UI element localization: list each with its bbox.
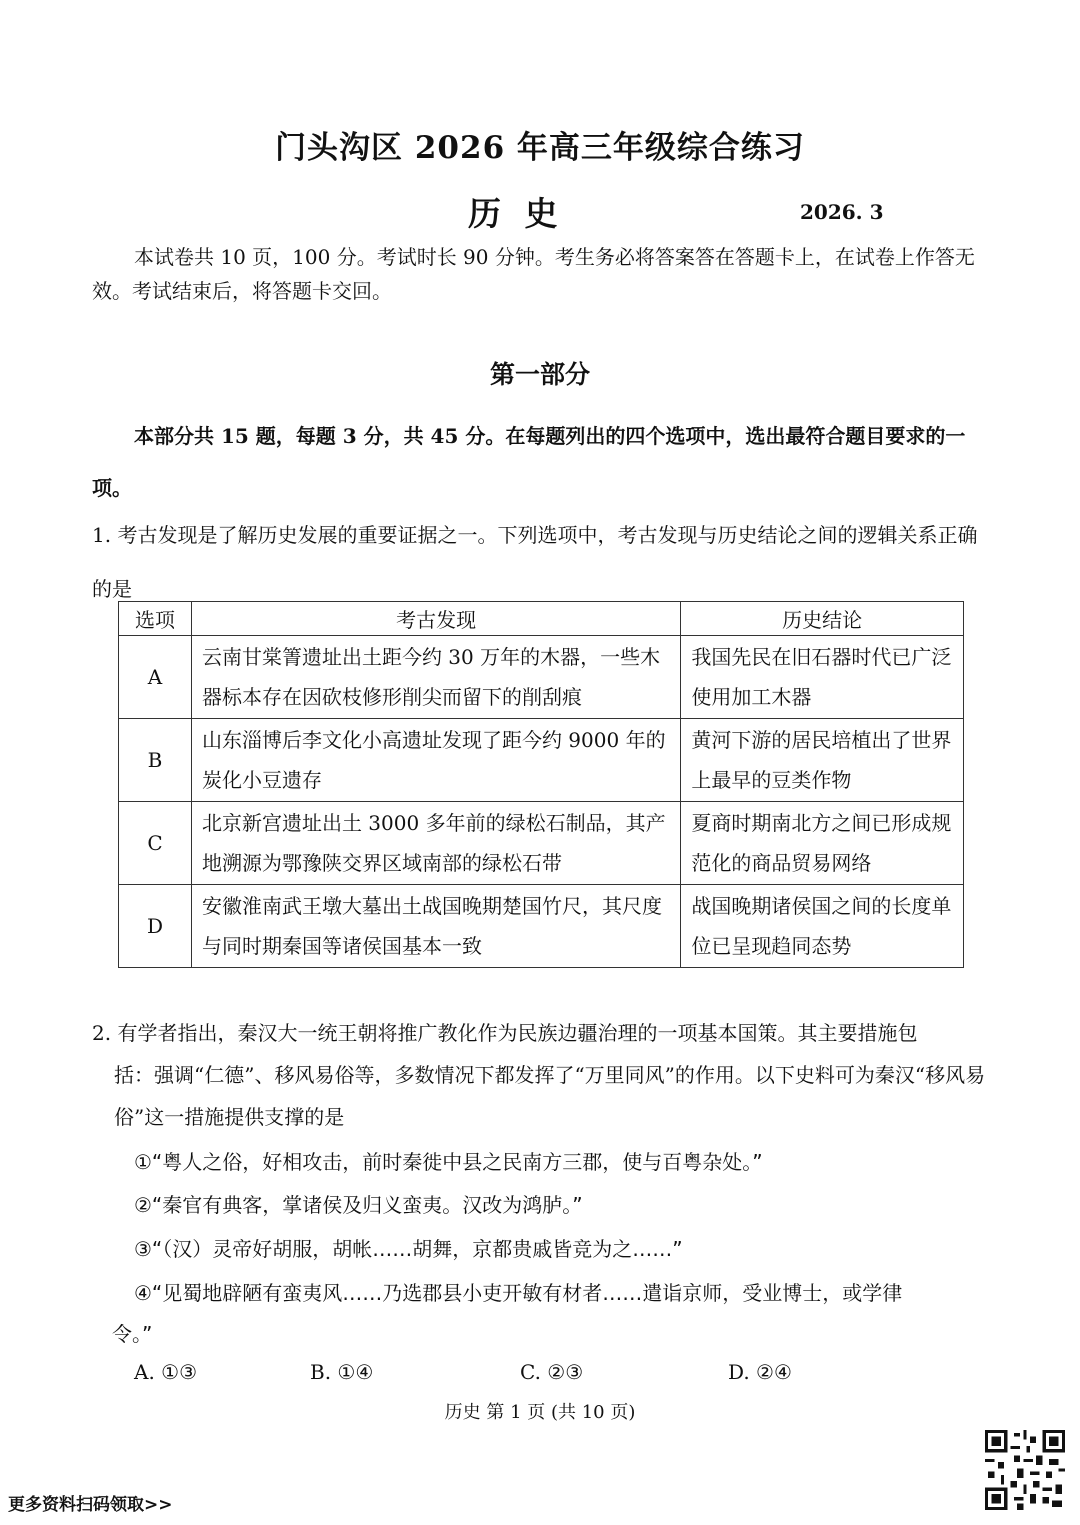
source-1: ①“粤人之俗，好相攻击，前时秦徙中县之民南方三郡，使与百粤杂处。” — [134, 1150, 763, 1174]
table-header-conclusion: 历史结论 — [681, 602, 964, 636]
row-option: B — [119, 719, 192, 802]
choice-b: B. ①④ — [310, 1360, 374, 1384]
row-option: A — [119, 636, 192, 719]
table-header-row — [119, 602, 964, 636]
choice-a: A. ①③ — [134, 1360, 198, 1384]
row-option: C — [119, 802, 192, 885]
row-discovery: 北京新宫遗址出土 3000 多年前的绿松石制品，其产地溯源为鄂豫陕交界区域南部的绿松石带 — [191, 802, 680, 885]
question-1-table — [118, 601, 964, 968]
row-option: D — [119, 885, 192, 968]
table-header-option: 选项 — [119, 602, 192, 636]
row-conclusion: 战国晚期诸侯国之间的长度单位已呈现趋同态势 — [681, 885, 964, 968]
qr-code-icon[interactable] — [985, 1430, 1065, 1510]
source-2: ②“秦官有典客，掌诸侯及归义蛮夷。汉改为鸿胪。” — [134, 1193, 583, 1217]
row-discovery: 安徽淮南武王墩大墓出土战国晚期楚国竹尺，其尺度与同时期秦国等诸侯国基本一致 — [191, 885, 680, 968]
table-row — [119, 719, 964, 802]
exam-title: 门头沟区 2026 年高三年级综合练习 — [275, 130, 805, 166]
table-row — [119, 885, 964, 968]
question-2-stem-line1: 2. 有学者指出，秦汉大一统王朝将推广教化作为民族边疆治理的一项基本国策。其主要措施包 — [92, 1021, 918, 1045]
part-instructions: 本部分共 15 题，每题 3 分，共 45 分。在每题列出的四个选项中，选出最符合题目要求的一项。 — [92, 424, 966, 500]
choice-c: C. ②③ — [520, 1360, 584, 1384]
row-conclusion: 夏商时期南北方之间已形成规范化的商品贸易网络 — [681, 802, 964, 885]
more-resources-link[interactable]: 更多资料扫码领取>> — [8, 1495, 173, 1515]
question-2-stem — [92, 1012, 997, 1138]
table-header-discovery: 考古发现 — [191, 602, 680, 636]
question-2-stem-rest: 括：强调“仁德”、移风易俗等，多数情况下都发挥了“万里同风”的作用。以下史料可为秦汉“移风易俗”这一措施提供支撑的是 — [114, 1063, 986, 1129]
table-row — [119, 636, 964, 719]
choice-d: D. ②④ — [728, 1360, 792, 1384]
question-1-stem: 1. 考古发现是了解历史发展的重要证据之一。下列选项中，考古发现与历史结论之间的逻辑关系正确的是 — [92, 523, 978, 601]
table-row — [119, 802, 964, 885]
source-3: ③“（汉）灵帝好胡服，胡帐……胡舞，京都贵戚皆竞为之……” — [134, 1237, 683, 1261]
page-footer: 历史 第 1 页 (共 10 页) — [444, 1402, 636, 1423]
row-discovery: 云南甘棠箐遗址出土距今约 30 万年的木器，一些木器标本存在因砍枝修形削尖而留下的削刮痕 — [191, 636, 680, 719]
subject-title: 历 史 — [468, 194, 564, 233]
exam-intro: 本试卷共 10 页，100 分。考试时长 90 分钟。考生务必将答案答在答题卡上，在试卷上作答无效。考试结束后，将答题卡交回。 — [92, 245, 975, 303]
row-conclusion: 我国先民在旧石器时代已广泛使用加工木器 — [681, 636, 964, 719]
source-4: ④“见蜀地辟陋有蛮夷风……乃选郡县小吏开敏有材者……遣诣京师，受业博士，或学律 — [134, 1281, 903, 1305]
source-4-cont: 令。” — [112, 1322, 153, 1346]
row-conclusion: 黄河下游的居民培植出了世界上最早的豆类作物 — [681, 719, 964, 802]
row-discovery: 山东淄博后李文化小高遗址发现了距今约 9000 年的炭化小豆遗存 — [191, 719, 680, 802]
exam-date: 2026. 3 — [800, 200, 884, 224]
part-title: 第一部分 — [489, 360, 590, 389]
